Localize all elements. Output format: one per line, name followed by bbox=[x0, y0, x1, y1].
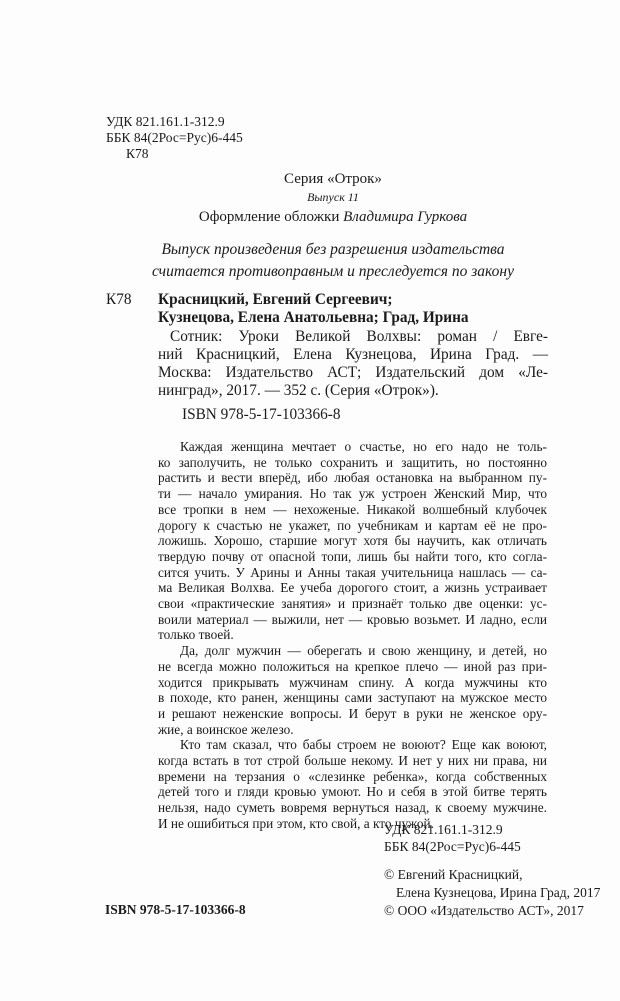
footer-codes bbox=[384, 821, 521, 855]
annotation-line: дорогу к счастью не укажет, по учебникам и картам её не про- bbox=[158, 517, 547, 533]
footer-bbk: ББК 84(2Рос=Рус)6-445 bbox=[384, 839, 521, 854]
catalog-mark: К78 bbox=[106, 291, 132, 308]
annotation-line: времени на терзания о «слезинке ребенка», когда собственных bbox=[158, 768, 547, 784]
annotation-line: когда встать в тот строй больше некому. И нет у них ни права, ни bbox=[158, 753, 547, 769]
annotation-line: нельзя, надо суметь вовремя вернуться назад, к своему мужчине. bbox=[158, 800, 547, 816]
legal-notice-line: Выпуск произведения без разрешения издательства bbox=[161, 241, 505, 258]
series-title: Серия «Отрок» bbox=[284, 171, 382, 187]
annotation-line: не всегда можно положиться на крепкое плечо — иной раз при- bbox=[158, 658, 547, 674]
annotation-line: ходится прикрывать мужчинам спину. А когда мужчины кто bbox=[158, 674, 547, 690]
annotation-line: Да, долг мужчин — оберегать и свою женщину, и детей, но bbox=[180, 643, 547, 659]
author-mark: К78 bbox=[126, 146, 149, 161]
catalog-isbn: ISBN 978-5-17-103366-8 bbox=[182, 405, 341, 423]
catalog-description: ний Красницкий, Елена Кузнецова, Ирина Град. — bbox=[158, 345, 548, 363]
annotation-line: свои «практические занятия» и признаёт только две оценки: ус- bbox=[158, 596, 547, 612]
annotation-line: ложишь. Хорошо, старшие могут хотя бы научить, как отличать bbox=[158, 533, 547, 549]
annotation-line: растить и вести вперёд, ибо любая остановка на выбранном пу- bbox=[158, 470, 547, 486]
catalog-description: Сотник: Уроки Великой Волхвы: роман / Евге- bbox=[170, 327, 548, 345]
annotation-line: сится учить. У Арины и Анны такая учительница нашлась — са- bbox=[158, 564, 547, 580]
annotation-line: и решают неженские вопросы. И берут в руки не женское ору- bbox=[158, 705, 547, 721]
copyright-block bbox=[384, 866, 600, 920]
annotation-line: И не ошибиться при этом, кто свой, а кто чужой. bbox=[158, 815, 434, 831]
annotation-line: воили материал — выжили, нет — кровью возьмет. И ладно, если bbox=[158, 611, 547, 627]
catalog-description: нинград», 2017. — 352 с. (Серия «Отрок»). bbox=[158, 382, 439, 400]
cover-designer-name: Владимира Гуркова bbox=[343, 209, 468, 225]
cover-design-credit bbox=[100, 209, 566, 226]
annotation-line: ма Великая Волхва. Ее учеба дорогого стоит, а жизнь устраивает bbox=[158, 580, 547, 596]
copyright-authors: Елена Кузнецова, Ирина Град, 2017 bbox=[396, 885, 601, 900]
annotation bbox=[158, 439, 547, 832]
catalog-entry bbox=[158, 291, 548, 424]
annotation-line: твердую почву от опасной топи, лишь бы найти того, кто согла- bbox=[158, 548, 547, 564]
footer-udk: УДК 821.161.1-312.9 bbox=[384, 822, 503, 837]
cover-design-label: Оформление обложки bbox=[198, 209, 344, 225]
catalog-authors: Кузнецова, Елена Анатольевна; Град, Ирина bbox=[158, 309, 469, 327]
annotation-line: Каждая женщина мечтает о счастье, но его надо не толь- bbox=[180, 439, 547, 454]
annotation-line: детей того и гляди кровью умоют. Но и себя в этой битве терять bbox=[158, 784, 547, 800]
annotation-line: Кто там сказал, что бабы строем не воюют? Еще как воюют, bbox=[180, 737, 547, 753]
annotation-line: в походе, кто ранен, женщины сами заступают на мужское место bbox=[158, 690, 547, 706]
catalog-authors: Красницкий, Евгений Сергеевич; bbox=[158, 291, 393, 308]
catalog-description: Москва: Издательство АСТ; Издательский дом «Ле- bbox=[158, 364, 548, 382]
footer-isbn: ISBN 978-5-17-103366-8 bbox=[105, 902, 246, 917]
series-issue: Выпуск 11 bbox=[307, 190, 359, 204]
bbk-code: ББК 84(2Рос=Рус)6-445 bbox=[106, 130, 243, 145]
legal-notice-line: считается противоправным и преследуется по закону bbox=[152, 263, 514, 280]
classification-codes bbox=[106, 114, 243, 162]
annotation-line: ко заполучить, не только сохранить и защитить, но постоянно bbox=[158, 454, 547, 470]
annotation-line: жие, а воинское железо. bbox=[158, 721, 294, 737]
annotation-line: только твоей. bbox=[158, 627, 234, 643]
copyright-authors: © Евгений Красницкий, bbox=[384, 867, 523, 882]
udk-code: УДК 821.161.1-312.9 bbox=[106, 114, 225, 129]
annotation-line: все тропки в нем — нехоженые. Никакой волшебный клубочек bbox=[158, 501, 547, 517]
copyright-publisher: © ООО «Издательство АСТ», 2017 bbox=[384, 903, 584, 918]
legal-notice bbox=[100, 239, 566, 283]
annotation-line: ти — начало умирания. Но так уж устроен Женский Мир, что bbox=[158, 486, 547, 502]
